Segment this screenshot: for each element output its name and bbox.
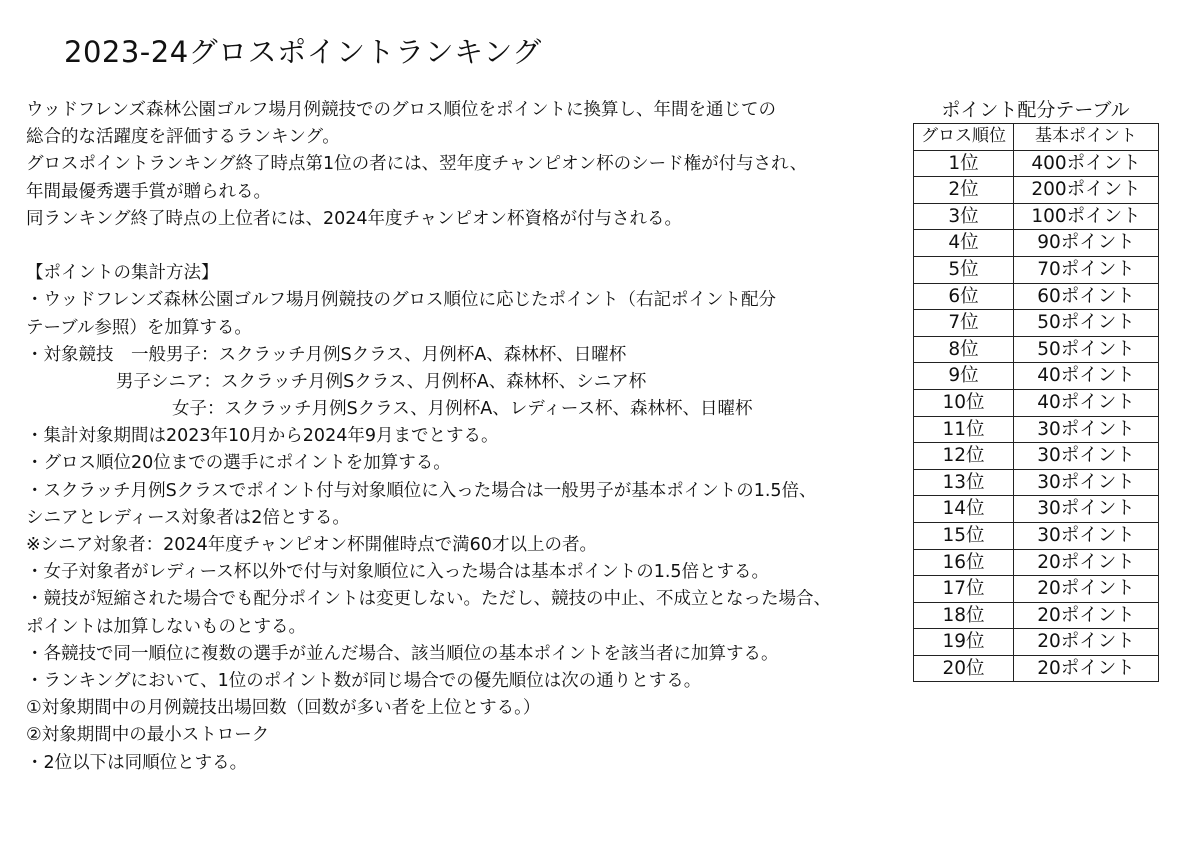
table-row: [914, 363, 1159, 390]
text-line: ※シニア対象者：2024年度チャンピオン杯開催時点で満60才以上の者。: [26, 535, 597, 555]
text-line: ・グロス順位20位までの選手にポイントを加算する。: [26, 453, 451, 474]
points-cell: 40ポイント: [1014, 389, 1159, 416]
text-line: ①対象期間中の月例競技出場回数（回数が多い者を上位とする。）: [26, 698, 541, 719]
rank-cell: 19位: [914, 629, 1014, 656]
table-row: [914, 522, 1159, 549]
text-line: シニアとレディース対象者は2倍とする。: [26, 507, 350, 528]
points-cell: 20ポイント: [1014, 576, 1159, 603]
text-line: ・女子対象者がレディース杯以外で付与対象順位に入った場合は基本ポイントの1.5倍とする。: [26, 562, 770, 583]
table-row: [914, 150, 1159, 177]
rank-cell: 17位: [914, 576, 1014, 603]
text-line: テーブル参照）を加算する。: [26, 317, 252, 338]
points-cell: 400ポイント: [1014, 150, 1159, 177]
text-line: ・2位以下は同順位とする。: [26, 752, 248, 773]
text-line: ・ランキングにおいて、1位のポイント数が同じ場合での優先順位は次の通りとする。: [26, 670, 702, 691]
header-rank: グロス順位: [914, 124, 1014, 151]
points-cell: 20ポイント: [1014, 602, 1159, 629]
text-line: 女子：スクラッチ月例Sクラス、月例杯A、レディース杯、森林杯、日曜杯: [172, 399, 753, 420]
rank-cell: 16位: [914, 549, 1014, 576]
table-row: [914, 655, 1159, 682]
point-table-header-row: [914, 124, 1159, 151]
points-cell: 30ポイント: [1014, 522, 1159, 549]
text-line: ・競技が短縮された場合でも配分ポイントは変更しない。ただし、競技の中止、不成立となった場合、: [26, 589, 831, 610]
table-row: [914, 549, 1159, 576]
text-line: 年間最優秀選手賞が贈られる。: [26, 181, 271, 202]
points-cell: 50ポイント: [1014, 310, 1159, 337]
text-line: ・集計対象期間は2023年10月から2024年9月までとする。: [26, 426, 499, 447]
table-row: [914, 283, 1159, 310]
text-line: ウッドフレンズ森林公園ゴルフ場月例競技でのグロス順位をポイントに換算し、年間を通じての: [26, 100, 776, 120]
rank-cell: 18位: [914, 602, 1014, 629]
point-table: [913, 123, 1159, 682]
rank-cell: 8位: [914, 336, 1014, 363]
table-row: [914, 203, 1159, 230]
page-title: 2023-24グロスポイントランキング: [64, 35, 542, 69]
text-line: 【ポイントの集計方法】: [26, 263, 219, 284]
rank-cell: 14位: [914, 496, 1014, 523]
rank-cell: 3位: [914, 203, 1014, 230]
text-line: ポイントは加算しないものとする。: [26, 616, 306, 637]
rules-text: [26, 97, 896, 777]
table-row: [914, 469, 1159, 496]
rank-cell: 20位: [914, 655, 1014, 682]
text-line: ・各競技で同一順位に複数の選手が並んだ場合、該当順位の基本ポイントを該当者に加算する。: [26, 643, 779, 664]
text-line: ・ウッドフレンズ森林公園ゴルフ場月例競技のグロス順位に応じたポイント（右記ポイント配分: [26, 290, 776, 311]
table-row: [914, 256, 1159, 283]
point-table-caption: ポイント配分テーブル: [941, 99, 1130, 121]
points-cell: 200ポイント: [1014, 177, 1159, 204]
table-row: [914, 416, 1159, 443]
table-row: [914, 230, 1159, 257]
table-row: [914, 336, 1159, 363]
text-line: 総合的な活躍度を評価するランキング。: [26, 127, 340, 148]
text-line: ・スクラッチ月例Sクラスでポイント付与対象順位に入った場合は一般男子が基本ポイントの1.5倍、: [26, 480, 817, 501]
points-cell: 100ポイント: [1014, 203, 1159, 230]
text-line: 男子シニア：スクラッチ月例Sクラス、月例杯A、森林杯、シニア杯: [116, 371, 647, 392]
rank-cell: 10位: [914, 389, 1014, 416]
text-line: ②対象期間中の最小ストローク: [26, 725, 270, 746]
points-cell: 30ポイント: [1014, 416, 1159, 443]
table-row: [914, 576, 1159, 603]
rank-cell: 13位: [914, 469, 1014, 496]
text-line: 同ランキング終了時点の上位者には、2024年度チャンピオン杯資格が付与される。: [26, 208, 682, 229]
rank-cell: 5位: [914, 256, 1014, 283]
points-cell: 30ポイント: [1014, 496, 1159, 523]
points-cell: 20ポイント: [1014, 549, 1159, 576]
rank-cell: 15位: [914, 522, 1014, 549]
table-row: [914, 602, 1159, 629]
table-row: [914, 443, 1159, 470]
table-row: [914, 389, 1159, 416]
rank-cell: 12位: [914, 443, 1014, 470]
points-cell: 50ポイント: [1014, 336, 1159, 363]
rank-cell: 2位: [914, 177, 1014, 204]
header-points: 基本ポイント: [1014, 124, 1159, 151]
points-cell: 20ポイント: [1014, 629, 1159, 656]
table-row: [914, 177, 1159, 204]
points-cell: 40ポイント: [1014, 363, 1159, 390]
rank-cell: 7位: [914, 310, 1014, 337]
points-cell: 30ポイント: [1014, 469, 1159, 496]
points-cell: 30ポイント: [1014, 443, 1159, 470]
table-row: [914, 310, 1159, 337]
text-line: [26, 233, 896, 260]
point-table-section: [913, 97, 1158, 682]
points-cell: 60ポイント: [1014, 283, 1159, 310]
points-cell: 90ポイント: [1014, 230, 1159, 257]
points-cell: 70ポイント: [1014, 256, 1159, 283]
points-cell: 20ポイント: [1014, 655, 1159, 682]
rank-cell: 11位: [914, 416, 1014, 443]
rank-cell: 6位: [914, 283, 1014, 310]
rank-cell: 4位: [914, 230, 1014, 257]
rank-cell: 1位: [914, 150, 1014, 177]
table-row: [914, 629, 1159, 656]
table-row: [914, 496, 1159, 523]
text-line: ・対象競技 一般男子：スクラッチ月例Sクラス、月例杯A、森林杯、日曜杯: [26, 344, 627, 365]
text-line: グロスポイントランキング終了時点第1位の者には、翌年度チャンピオン杯のシード権が付与され、: [26, 154, 808, 175]
rank-cell: 9位: [914, 363, 1014, 390]
